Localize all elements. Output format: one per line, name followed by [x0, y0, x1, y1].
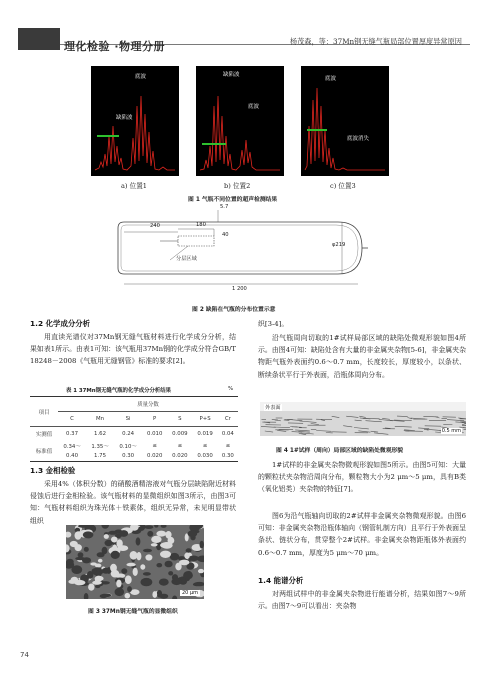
- table1-cell-standard-bottom-2: 0.30: [122, 453, 135, 459]
- grain: [101, 525, 109, 529]
- table1-cell-standard-top-4: ≤: [177, 443, 183, 449]
- grain: [145, 525, 154, 529]
- paragraph-metallography: 采用4%（体积分数）的硝酸酒精溶液对气瓶分层缺陷附近材料侵蚀后进行金相检验。该气瓶材料的显微组织如图3所示，由图3可知：气瓶材料组织为珠光体＋铁素体，组织无异常，未见明显带状组织: [30, 480, 236, 525]
- table1-title: 表 1 37Mn钢无缝气瓶的化学成分分析结果: [66, 388, 172, 394]
- micrograph-fig4: [260, 402, 466, 436]
- paragraph-right-0: 织[3-4]。: [258, 320, 289, 328]
- grain: [127, 586, 132, 592]
- table1-cell-standard-top-5: ≤: [202, 443, 208, 449]
- inclusion-streak: [395, 426, 412, 427]
- grain: [159, 579, 169, 586]
- grain: [111, 551, 120, 559]
- fig4-scale-bar: 0.5 mm: [441, 428, 461, 434]
- grain: [179, 560, 189, 566]
- panel1-label-bottom-echo: 底波: [135, 74, 147, 80]
- grain: [185, 555, 190, 559]
- section-1-4-heading: 1.4 能谱分析: [258, 576, 304, 585]
- inclusion-streak: [354, 428, 369, 429]
- table1-head-item: 项目: [30, 397, 58, 427]
- panel2-label-bottom-echo: 底波: [248, 104, 260, 110]
- fig4-outer-surface-label: 外表面: [265, 405, 281, 411]
- table1-cell-standard-bottom-5: 0.030: [197, 453, 213, 459]
- inclusion-streak: [261, 426, 276, 427]
- table1-cell-measured-4: 0.009: [172, 431, 188, 437]
- inclusion-streak: [455, 422, 466, 423]
- table1-col-6: Cr: [218, 412, 238, 427]
- table1-cell-standard-bottom-4: 0.020: [172, 453, 188, 459]
- grain: [151, 543, 158, 546]
- inclusion-streak: [311, 424, 319, 425]
- fig4-texture: [260, 402, 466, 436]
- grain: [147, 531, 153, 537]
- fig2-dim-180: 180: [196, 222, 206, 228]
- inclusion-streak: [397, 416, 408, 417]
- inclusion-streak: [463, 429, 466, 430]
- grain: [95, 576, 104, 581]
- grain: [156, 531, 166, 537]
- table1-cell-standard-top-0: 0.34～: [63, 444, 81, 450]
- inclusion-streak: [277, 431, 286, 432]
- table1-cell-standard-bottom-6: 0.30: [221, 453, 234, 459]
- grain: [160, 542, 172, 548]
- grain: [183, 571, 193, 579]
- table1-cell-standard-top-2: 0.10～: [119, 444, 137, 450]
- grain: [126, 563, 135, 567]
- table1-row-measured: [30, 427, 238, 442]
- grain: [171, 578, 181, 585]
- inclusion-streak: [464, 424, 466, 425]
- grain: [82, 557, 91, 563]
- journal-logo-mark: [18, 28, 60, 50]
- table1-cell-standard-top-1: 1.35～: [91, 444, 109, 450]
- table1-row-standard-top: [30, 441, 238, 451]
- fig1-subcaption-c: c) 位置3: [330, 182, 356, 190]
- ultrasound-trace-2: [196, 66, 284, 176]
- paragraph-inclusion-fig6: 图6为沿气瓶轴向切取的2#试样非金属夹杂物微观形貌。由图6可知：非金属夹杂物沿瓶体轴向（钢管轧制方向）且平行于外表面呈条状、链状分布，贯穿整个2#试样。非金属夹杂物距瓶体外表面约0.6～0.7 mm，厚度为5 μm～70 μm。: [258, 512, 466, 557]
- inclusion-streak: [274, 427, 290, 428]
- grain: [154, 525, 158, 528]
- running-title: 杨茂森，等：37Mn钢无缝气瓶局部位置厚度异常原因: [289, 37, 462, 46]
- inclusion-streak: [332, 416, 340, 417]
- grain: [98, 559, 103, 563]
- grain: [188, 530, 198, 537]
- grain: [66, 532, 71, 538]
- grain: [152, 591, 157, 598]
- grain: [140, 564, 145, 569]
- fig4-caption: 图 4 1#试样（周向）局部区域的缺陷处微观形貌: [276, 448, 404, 454]
- grain: [68, 580, 76, 584]
- grain: [125, 575, 132, 584]
- inclusion-streak: [355, 420, 362, 421]
- fig2-caption: 图 2 缺陷在气瓶的分布位置示意: [192, 307, 276, 313]
- fig2-dim-length: 1 200: [232, 286, 247, 292]
- inclusion-streak: [418, 428, 429, 429]
- section-1-2-heading: 1.2 化学成分分析: [30, 319, 91, 328]
- inclusion-streak: [321, 420, 325, 421]
- panel1-label-defect-echo: 缺陷波: [116, 115, 133, 121]
- inclusion-streak: [287, 419, 302, 420]
- grain: [78, 552, 84, 557]
- grain: [161, 525, 167, 528]
- cylinder-schematic: [110, 202, 370, 298]
- ultrasound-panel-2: [196, 66, 284, 176]
- inclusion-streak: [295, 430, 310, 431]
- paragraph-inclusion-fig5: 1#试样的非金属夹杂物微观形貌如图5所示。由图5可知：大量的颗粒状夹杂物沿周向分布，颗粒物大小为2 μm～5 μm，具有B类（氧化铝类）夹杂物的特征[7]。: [258, 461, 466, 494]
- section-1-3-heading: 1.3 金相检验: [30, 466, 76, 475]
- table1-row-label-measured: 实测值: [35, 432, 53, 438]
- panel3-label-echo-lost: 底波消失: [347, 136, 370, 142]
- inclusion-streak: [374, 433, 388, 435]
- fig2-dim-40: 40: [222, 232, 229, 238]
- grain: [83, 531, 94, 538]
- grain: [92, 569, 97, 574]
- fig1-caption: 图 1 气瓶不同位置的超声检测结果: [188, 197, 278, 203]
- paragraph-eds: 对两组试样中的非金属夹杂物进行能谱分析，结果如图7～9所示。由图7～9可以看出：夹杂物: [258, 590, 466, 611]
- inclusion-streak: [359, 416, 365, 417]
- page-number: 74: [20, 651, 29, 659]
- journal-logo-text: 理化检验 ·物理分册: [64, 40, 166, 53]
- inclusion-streak: [265, 431, 273, 432]
- paragraph-chemical-analysis: 用直读光谱仪对37Mn钢无缝气瓶材料进行化学成分分析，结果如表1所示。由表1可知：该气瓶用37Mn钢的化学成分符合GB/T 18248－2008《气瓶用无缝钢管》标准的要求[2]。: [30, 333, 236, 366]
- outer-surface-band: [260, 402, 466, 411]
- grain: [151, 536, 161, 543]
- inclusion-streak: [358, 431, 370, 432]
- grain: [88, 584, 94, 591]
- grain: [133, 568, 138, 576]
- panel2-label-defect-echo: 缺陷波: [223, 72, 240, 78]
- table1-cell-measured-1: 1.62: [94, 431, 107, 437]
- grain: [70, 541, 78, 547]
- grain: [145, 554, 152, 560]
- grain: [198, 569, 204, 573]
- table1-cell-standard-top-3: ≤: [152, 443, 157, 449]
- grain: [141, 578, 153, 586]
- table1-cell-standard-bottom-3: 0.020: [146, 453, 163, 459]
- fig2-dim-thickness: 5.7: [220, 204, 229, 210]
- fig3-caption: 图 3 37Mn钢无缝气瓶的显微组织: [88, 609, 178, 615]
- grain: [120, 530, 129, 537]
- grain: [143, 549, 152, 553]
- grain: [99, 569, 104, 572]
- inclusion-streak: [404, 430, 415, 431]
- grain: [71, 565, 82, 574]
- inclusion-streak: [299, 421, 316, 422]
- table1-col-0: C: [58, 412, 86, 427]
- grain: [100, 594, 108, 598]
- micrograph-fig3: [66, 525, 204, 599]
- ultrasound-trace-3: [301, 66, 389, 176]
- grain: [143, 572, 151, 576]
- grain: [84, 547, 89, 552]
- micrograph-texture: [66, 525, 204, 599]
- grain: [116, 580, 121, 588]
- table1-col-1: Mn: [86, 412, 114, 427]
- grain: [160, 551, 171, 558]
- table1-cell-measured-5: 0.019: [197, 431, 213, 437]
- table1-cell-measured-6: 0.04: [221, 431, 234, 437]
- fig2-dim-diameter: φ219: [332, 242, 346, 248]
- table1-row-standard-bottom: [30, 451, 238, 461]
- table1-unit: %: [228, 386, 234, 392]
- grain: [111, 537, 118, 543]
- table1-col-4: S: [167, 412, 192, 427]
- table1-row-label-standard: 标准值: [35, 449, 53, 455]
- grain: [66, 559, 74, 565]
- paragraph-circumferential-sample: 沿气瓶周向切取的1#试样局部区域的缺陷处微观形貌如图4所示。由图4可知：缺陷处含有大量的非金属夹杂物[5-6]，非金属夹杂物距气瓶外表面约0.6～0.7 mm，长度较长，厚度较小，以条状、断续条状平行于外表面，沿瓶体周向分布。: [258, 334, 466, 379]
- inclusion-streak: [423, 416, 438, 417]
- grain: [108, 531, 117, 535]
- table1-cell-measured-0: 0.37: [66, 431, 79, 437]
- table1-cell-standard-bottom-1: 1.75: [94, 453, 107, 459]
- fig1-subcaption-a: a) 位置1: [121, 182, 147, 190]
- table1-col-3: P: [142, 412, 167, 427]
- grain: [186, 548, 192, 552]
- grain: [168, 571, 173, 575]
- grain: [110, 564, 117, 572]
- table1-cell-measured-3: 0.010: [146, 431, 163, 437]
- grain: [156, 563, 162, 567]
- table1-cell-standard-bottom-0: 0.40: [66, 453, 79, 459]
- grain: [130, 551, 138, 560]
- grain: [115, 588, 125, 596]
- grain: [200, 541, 204, 549]
- panel3-label-bottom-echo: 底波: [325, 76, 337, 82]
- grain: [104, 534, 109, 539]
- grain: [102, 547, 108, 554]
- table1: [30, 396, 238, 462]
- table1-head-group: 质量分数: [58, 397, 238, 412]
- inclusion-streak: [385, 428, 391, 429]
- ultrasound-trace-1: [91, 66, 179, 176]
- grain: [165, 561, 173, 568]
- grain: [172, 596, 177, 600]
- table1-col-2: Si: [114, 412, 142, 427]
- fig2-region-label: 分层区域: [176, 256, 197, 262]
- inclusion-streak: [301, 433, 313, 434]
- grain: [170, 553, 180, 561]
- ultrasound-panel-1: [91, 66, 179, 176]
- grain: [121, 568, 127, 574]
- inclusion-streak: [316, 431, 331, 432]
- grain: [90, 562, 97, 565]
- inclusion-streak: [343, 426, 352, 427]
- inclusion-streak: [447, 420, 464, 421]
- table1-col-5: P+S: [192, 412, 217, 427]
- grain: [157, 590, 162, 598]
- table1-cell-standard-top-6: ≤: [225, 443, 231, 449]
- ultrasound-panel-3: [301, 66, 389, 176]
- inclusion-streak: [382, 418, 390, 419]
- grain: [136, 537, 141, 545]
- inclusion-streak: [371, 431, 379, 432]
- grain: [92, 581, 102, 585]
- table1-col-headers: [30, 412, 238, 427]
- inclusion-streak: [346, 416, 358, 417]
- inclusion-streak: [463, 428, 466, 429]
- fig2-dim-240: 240: [150, 223, 160, 229]
- grain: [84, 593, 89, 599]
- table1-cell-measured-2: 0.24: [122, 431, 135, 437]
- fig1-subcaption-b: b) 位置2: [224, 182, 251, 190]
- fig3-scale-bar: 20 μm: [181, 590, 198, 596]
- inclusion-streak: [316, 419, 332, 420]
- grain: [125, 593, 131, 599]
- inclusion-streak: [366, 421, 382, 422]
- grain: [188, 556, 199, 562]
